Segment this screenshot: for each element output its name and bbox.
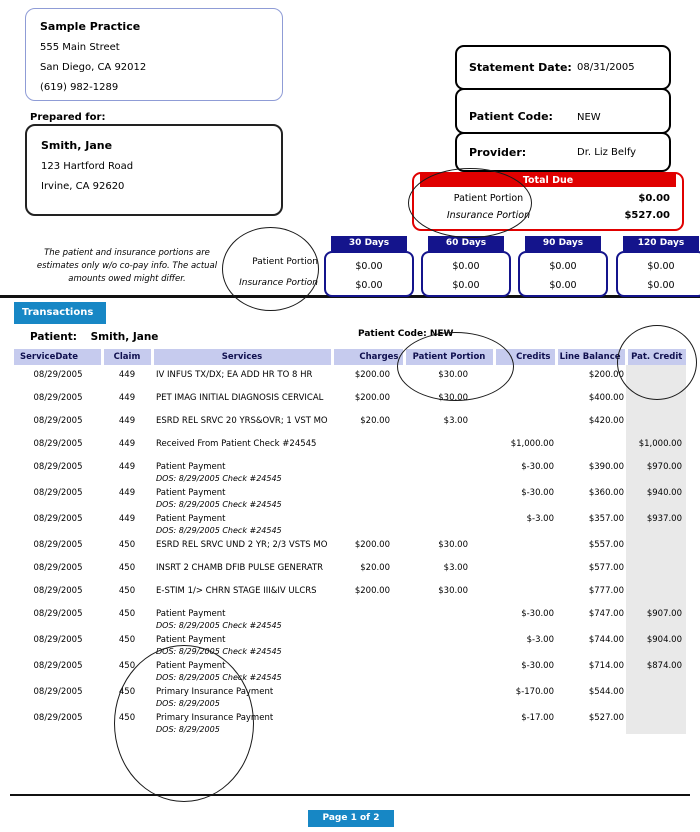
- cell-pat-credit: [626, 365, 686, 388]
- cell-patient-portion: [404, 682, 494, 708]
- cell-services: [152, 708, 332, 734]
- statement-date-box: [455, 45, 671, 90]
- cell-claim: 450: [118, 563, 136, 573]
- cell-claim: 449: [118, 514, 136, 524]
- service-detail: DOS: 8/29/2005 Check #24545: [156, 647, 282, 656]
- cell-pat-credit: $937.00: [626, 509, 686, 535]
- cell-services: [152, 682, 332, 708]
- aging-bucket-box: [324, 251, 414, 297]
- cell-services: [152, 558, 332, 581]
- cell-line-balance: $557.00: [588, 540, 624, 550]
- cell-line-balance: $420.00: [588, 416, 624, 426]
- cell-charges: [332, 509, 404, 535]
- column-header-claim: Claim: [102, 349, 152, 365]
- service-description: Patient Payment: [156, 661, 226, 671]
- service-description: PET IMAG INITIAL DIAGNOSIS CERVICAL: [156, 393, 324, 403]
- transaction-row: [14, 682, 686, 708]
- patient-address-line1: 123 Hartford Road: [41, 161, 134, 172]
- cell-claim: 450: [118, 635, 136, 645]
- cell-credits: [494, 388, 556, 411]
- cell-pat-credit: [626, 682, 686, 708]
- service-description: Patient Payment: [156, 635, 226, 645]
- aging-bucket-header: 30 Days: [331, 236, 407, 251]
- service-description: Patient Payment: [156, 462, 226, 472]
- cell-claim: 450: [118, 540, 136, 550]
- service-description: Primary Insurance Payment: [156, 713, 274, 723]
- aging-bucket-box: [518, 251, 608, 297]
- transaction-row: [14, 411, 686, 434]
- provider-box: [455, 132, 671, 172]
- cell-charges: [332, 656, 404, 682]
- cell-claim: 450: [118, 713, 136, 723]
- cell-credits: [494, 558, 556, 581]
- cell-charges: $200.00: [354, 393, 390, 403]
- cell-charges: [332, 604, 404, 630]
- transactions-section-button[interactable]: Transactions: [14, 302, 106, 324]
- cell-patient-portion: $3.00: [443, 563, 468, 573]
- cell-services: [152, 509, 332, 535]
- cell-credits: [494, 411, 556, 434]
- transaction-row: [14, 388, 686, 411]
- transactions-patient-name: Smith, Jane: [90, 331, 159, 343]
- cell-charges: $200.00: [354, 540, 390, 550]
- cell-claim: 449: [118, 416, 136, 426]
- cell-service-date: 08/29/2005: [33, 416, 83, 426]
- column-header-charges: Charges: [332, 349, 404, 365]
- cell-pat-credit: [626, 411, 686, 434]
- cell-line-balance: $577.00: [588, 563, 624, 573]
- cell-credits: $-3.00: [526, 635, 554, 645]
- transaction-row: [14, 483, 686, 509]
- practice-phone: (619) 982-1289: [40, 82, 119, 93]
- cell-charges: $200.00: [354, 370, 390, 380]
- transactions-patient-label: Patient:: [30, 331, 77, 343]
- cell-patient-portion: $3.00: [443, 416, 468, 426]
- practice-address-line2: San Diego, CA 92012: [40, 62, 147, 73]
- service-description: IV INFUS TX/DX; EA ADD HR TO 8 HR: [156, 370, 313, 380]
- cell-services: [152, 411, 332, 434]
- cell-charges: $20.00: [360, 416, 390, 426]
- transactions-patient-code-label: Patient Code:: [358, 329, 427, 339]
- cell-service-date: 08/29/2005: [33, 370, 83, 380]
- cell-line-balance: $400.00: [588, 393, 624, 403]
- prepared-for-label: Prepared for:: [30, 112, 106, 123]
- cell-pat-credit: $874.00: [626, 656, 686, 682]
- patient-code-box: [455, 88, 671, 134]
- transaction-row: [14, 457, 686, 483]
- cell-line-balance: $544.00: [588, 687, 624, 697]
- service-description: E-STIM 1/> CHRN STAGE III&IV ULCRS: [156, 586, 317, 596]
- service-detail: DOS: 8/29/2005: [156, 699, 220, 708]
- cell-charges: [332, 682, 404, 708]
- practice-name: Sample Practice: [40, 20, 141, 33]
- cell-service-date: 08/29/2005: [33, 713, 83, 723]
- cell-charges: [332, 708, 404, 734]
- aging-bucket: [421, 236, 511, 297]
- cell-pat-credit: $970.00: [626, 457, 686, 483]
- aging-bucket-insurance-amount: $0.00: [647, 280, 675, 291]
- cell-services: [152, 630, 332, 656]
- patient-address-line2: Irvine, CA 92620: [41, 181, 125, 192]
- service-description: Patient Payment: [156, 488, 226, 498]
- aging-bucket-header: 90 Days: [525, 236, 601, 251]
- cell-patient-portion: [404, 630, 494, 656]
- provider-value: Dr. Liz Belfy: [577, 146, 637, 158]
- cell-line-balance: $747.00: [588, 609, 624, 619]
- total-due-patient-portion-amount: $0.00: [638, 193, 670, 204]
- transactions-patient-code-line: [358, 329, 453, 339]
- practice-address-line1: 555 Main Street: [40, 42, 120, 53]
- total-due-insurance-portion-amount: $527.00: [624, 210, 670, 221]
- total-due-title: Total Due: [420, 174, 676, 187]
- service-description: Received From Patient Check #24545: [156, 439, 317, 449]
- aging-disclaimer: The patient and insurance portions are estimates only w/o co-pay info. The actual amounts owed might differ.: [36, 248, 218, 284]
- cell-service-date: 08/29/2005: [33, 661, 83, 671]
- patient-code-value: NEW: [577, 112, 601, 123]
- cell-service-date: 08/29/2005: [33, 609, 83, 619]
- cell-services: [152, 365, 332, 388]
- total-due-box: [412, 172, 684, 231]
- cell-credits: $-30.00: [521, 609, 554, 619]
- transaction-row: [14, 535, 686, 558]
- cell-line-balance: $744.00: [588, 635, 624, 645]
- cell-charges: [332, 457, 404, 483]
- cell-patient-portion: $30.00: [438, 540, 468, 550]
- cell-line-balance: $360.00: [588, 488, 624, 498]
- cell-service-date: 08/29/2005: [33, 540, 83, 550]
- cell-services: [152, 656, 332, 682]
- aging-bucket-insurance-amount: $0.00: [549, 280, 577, 291]
- cell-patient-portion: [404, 509, 494, 535]
- cell-line-balance: $200.00: [588, 370, 624, 380]
- statement-date-value: 08/31/2005: [577, 62, 635, 73]
- cell-pat-credit: [626, 535, 686, 558]
- transactions-patient-line: [30, 331, 158, 343]
- cell-service-date: 08/29/2005: [33, 462, 83, 472]
- cell-charges: [332, 483, 404, 509]
- cell-line-balance: [556, 434, 626, 457]
- service-description: ESRD REL SRVC UND 2 YR; 2/3 VSTS MO: [156, 540, 328, 550]
- cell-claim: 449: [118, 488, 136, 498]
- service-description: Patient Payment: [156, 609, 226, 619]
- cell-credits: [494, 365, 556, 388]
- cell-pat-credit: [626, 388, 686, 411]
- cell-pat-credit: [626, 708, 686, 734]
- aging-bucket: [324, 236, 414, 297]
- cell-patient-portion: $30.00: [438, 393, 468, 403]
- column-header-pat-credit: Pat. Credit: [626, 349, 686, 365]
- statement-date-label: Statement Date:: [469, 61, 572, 74]
- cell-service-date: 08/29/2005: [33, 635, 83, 645]
- cell-credits: $1,000.00: [510, 439, 554, 449]
- cell-claim: 449: [118, 393, 136, 403]
- cell-charges: $200.00: [354, 586, 390, 596]
- aging-bucket-insurance-amount: $0.00: [452, 280, 480, 291]
- column-header-line-balance: Line Balance: [556, 349, 626, 365]
- practice-address-box: [25, 8, 283, 101]
- cell-service-date: 08/29/2005: [33, 563, 83, 573]
- cell-service-date: 08/29/2005: [33, 586, 83, 596]
- service-description: Patient Payment: [156, 514, 226, 524]
- transactions-table: [14, 349, 686, 734]
- cell-claim: 450: [118, 586, 136, 596]
- cell-patient-portion: [404, 483, 494, 509]
- cell-claim: 450: [118, 687, 136, 697]
- aging-bucket-header: 120 Days: [623, 236, 699, 251]
- cell-service-date: 08/29/2005: [33, 439, 83, 449]
- cell-credits: $-30.00: [521, 462, 554, 472]
- transactions-patient-code-value: NEW: [429, 329, 454, 339]
- annotation-circle-aging-portions: [222, 227, 319, 311]
- cell-services: [152, 457, 332, 483]
- cell-claim: 449: [118, 462, 136, 472]
- transaction-row: [14, 509, 686, 535]
- column-header-service-date: ServiceDate: [14, 349, 102, 365]
- transaction-row: [14, 581, 686, 604]
- service-description: ESRD REL SRVC 20 YRS&OVR; 1 VST MO: [156, 416, 328, 426]
- provider-label: Provider:: [469, 145, 527, 159]
- cell-line-balance: $390.00: [588, 462, 624, 472]
- aging-insurance-portion-label: Insurance Portion: [239, 278, 318, 288]
- service-detail: DOS: 8/29/2005 Check #24545: [156, 673, 282, 682]
- cell-charges: $20.00: [360, 563, 390, 573]
- patient-name: Smith, Jane: [41, 139, 113, 152]
- cell-services: [152, 434, 332, 457]
- cell-credits: $-3.00: [526, 514, 554, 524]
- cell-service-date: 08/29/2005: [33, 514, 83, 524]
- transaction-row: [14, 656, 686, 682]
- cell-credits: [494, 535, 556, 558]
- cell-services: [152, 483, 332, 509]
- cell-credits: $-170.00: [515, 687, 554, 697]
- cell-credits: $-17.00: [521, 713, 554, 723]
- transaction-row: [14, 365, 686, 388]
- total-due-insurance-portion-label: Insurance Portion: [446, 210, 531, 221]
- transaction-row: [14, 604, 686, 630]
- aging-patient-portion-label: Patient Portion: [252, 257, 318, 267]
- patient-code-label: Patient Code:: [469, 110, 553, 123]
- service-detail: DOS: 8/29/2005: [156, 725, 220, 734]
- aging-bucket-patient-amount: $0.00: [355, 261, 383, 272]
- transaction-row: [14, 558, 686, 581]
- service-detail: DOS: 8/29/2005 Check #24545: [156, 474, 282, 483]
- service-detail: DOS: 8/29/2005 Check #24545: [156, 621, 282, 630]
- aging-bucket-patient-amount: $0.00: [549, 261, 577, 272]
- cell-pat-credit: $1,000.00: [626, 434, 686, 457]
- column-header-patient-portion: Patient Portion: [404, 349, 494, 365]
- cell-line-balance: $527.00: [588, 713, 624, 723]
- aging-bucket-patient-amount: $0.00: [647, 261, 675, 272]
- aging-bucket-patient-amount: $0.00: [452, 261, 480, 272]
- cell-services: [152, 604, 332, 630]
- aging-bucket-box: [616, 251, 700, 297]
- cell-patient-portion: [404, 656, 494, 682]
- cell-credits: $-30.00: [521, 661, 554, 671]
- cell-line-balance: $357.00: [588, 514, 624, 524]
- cell-pat-credit: [626, 581, 686, 604]
- cell-line-balance: $777.00: [588, 586, 624, 596]
- cell-pat-credit: [626, 558, 686, 581]
- column-header-credits: Credits: [494, 349, 556, 365]
- cell-patient-portion: [404, 434, 494, 457]
- cell-patient-portion: $30.00: [438, 586, 468, 596]
- cell-credits: $-30.00: [521, 488, 554, 498]
- service-detail: DOS: 8/29/2005 Check #24545: [156, 500, 282, 509]
- cell-service-date: 08/29/2005: [33, 687, 83, 697]
- cell-charges: [332, 434, 404, 457]
- total-due-patient-portion-label: Patient Portion: [453, 193, 524, 204]
- cell-credits: [494, 581, 556, 604]
- cell-line-balance: $714.00: [588, 661, 624, 671]
- service-detail: DOS: 8/29/2005 Check #24545: [156, 526, 282, 535]
- column-header-services: Services: [152, 349, 332, 365]
- cell-services: [152, 535, 332, 558]
- cell-patient-portion: $30.00: [438, 370, 468, 380]
- transaction-row: [14, 630, 686, 656]
- cell-claim: 449: [118, 370, 136, 380]
- cell-charges: [332, 630, 404, 656]
- aging-bucket: [518, 236, 608, 297]
- cell-pat-credit: $940.00: [626, 483, 686, 509]
- cell-claim: 450: [118, 609, 136, 619]
- cell-patient-portion: [404, 604, 494, 630]
- aging-bucket: [616, 236, 700, 297]
- cell-patient-portion: [404, 457, 494, 483]
- cell-claim: 449: [118, 439, 136, 449]
- transaction-row: [14, 708, 686, 734]
- cell-services: [152, 388, 332, 411]
- cell-service-date: 08/29/2005: [33, 488, 83, 498]
- cell-pat-credit: $904.00: [626, 630, 686, 656]
- footer-divider: [10, 794, 690, 796]
- patient-address-box: [25, 124, 283, 216]
- aging-bucket-box: [421, 251, 511, 297]
- page-indicator-button[interactable]: Page 1 of 2: [308, 810, 394, 827]
- cell-services: [152, 581, 332, 604]
- aging-bucket-insurance-amount: $0.00: [355, 280, 383, 291]
- service-description: INSRT 2 CHAMB DFIB PULSE GENERATR: [156, 563, 324, 573]
- cell-service-date: 08/29/2005: [33, 393, 83, 403]
- transactions-header-row: [14, 349, 686, 365]
- cell-pat-credit: $907.00: [626, 604, 686, 630]
- cell-claim: 450: [118, 661, 136, 671]
- service-description: Primary Insurance Payment: [156, 687, 274, 697]
- transaction-row: [14, 434, 686, 457]
- aging-bucket-header: 60 Days: [428, 236, 504, 251]
- cell-patient-portion: [404, 708, 494, 734]
